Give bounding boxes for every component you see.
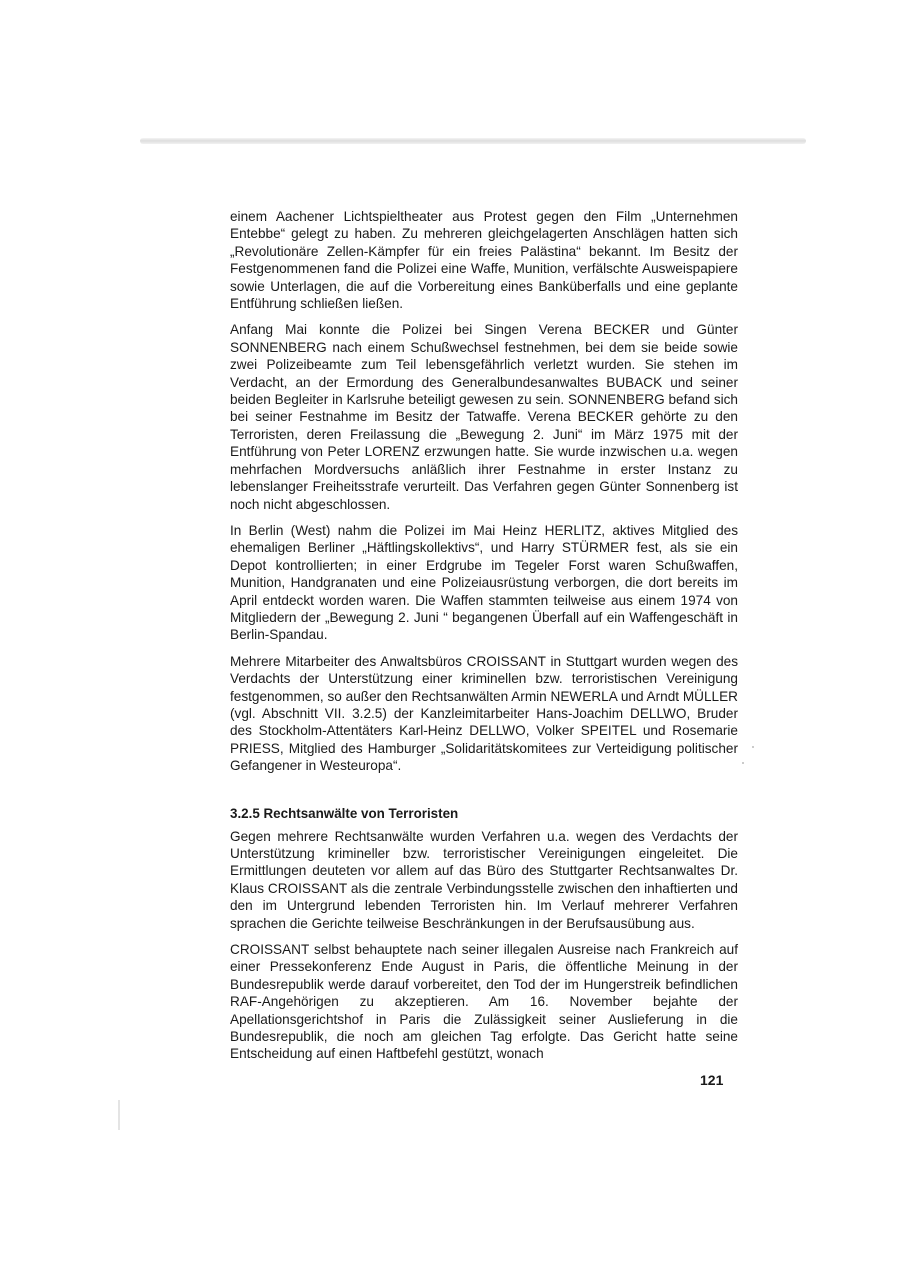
scan-speck xyxy=(752,746,754,748)
paragraph-berlin-depot: In Berlin (West) nahm die Polizei im Mai Heinz HERLITZ, aktives Mitglied des ehemaligen Berliner „Häftlingskollektivs“, und Harry STÜRMER fest, als sie ein Depot kontrollierten; in einer Erdgrube im Tegeler Forst waren Schußwaffen, Munition, Handgranaten und eine Polizeiausrüstung verborgen, die dort bereits im April entdeckt worden waren. Die Waffen stammten teilweise aus einem 1974 von Mitgliedern der „Bewegung 2. Juni “ begangenen Überfall auf ein Waffengeschäft in Berlin-Spandau. xyxy=(230,522,738,643)
scan-speck xyxy=(742,762,744,764)
paragraph-croissant-auslieferung: CROISSANT selbst behauptete nach seiner illegalen Ausreise nach Frankreich auf einer Pressekonferenz Ende August in Paris, die öffentliche Meinung in der Bundesrepublik werde darauf vorbereitet, den Tod der im Hungerstreik befindlichen RAF-Angehörigen zu akzeptieren. Am 16. November bejahte der Apellationsgerichtshof in Paris die Zulässigkeit seiner Auslieferung in die Bundesrepublik, die noch am gleichen Tag erfolgte. Das Gericht hatte seine Entscheidung auf einen Haftbefehl gestützt, wonach xyxy=(230,942,738,1062)
paragraph-verfahren-rechtsanwaelte: Gegen mehrere Rechtsanwälte wurden Verfahren u.a. wegen des Verdachts der Unterstützung krimineller bzw. terroristischer Vereinigungen eingeleitet. Die Ermittlungen deuteten vor allem auf das Büro des Stuttgarter Rechtsanwaltes Dr. Klaus CROISSANT als die zentrale Verbindungsstelle zwischen den inhaftierten und den im Untergrund lebenden Terroristen hin. Im Verlauf mehrerer Verfahren sprachen die Gerichte teilweise Beschränkungen in der Berufsausübung aus. xyxy=(230,828,738,931)
scan-page-edge xyxy=(140,138,806,144)
paragraph-aachener-anschlag: einem Aachener Lichtspieltheater aus Protest gegen den Film „Unternehmen Entebbe“ gelegt zu haben. Zu mehreren gleichgelagerten Anschlägen hatten sich „Revolutionäre Zellen-Kämpfer für ein freies Palästina“ bekannt. Im Besitz der Festgenommenen fand die Polizei eine Waffe, Munition, verfälschte Ausweispapiere sowie Unterlagen, die auf die Vorbereitung eines Banküberfalls und eine geplante Entführung schließen ließen. xyxy=(230,209,738,312)
page-body xyxy=(230,208,738,1072)
page-number: 121 xyxy=(700,1072,724,1088)
scan-shadow xyxy=(118,1100,120,1130)
paragraph-anwaltsbuero-croissant: Mehrere Mitarbeiter des Anwaltsbüros CROISSANT in Stuttgart wurden wegen des Verdachts der Unterstützung einer kriminellen bzw. terroristischen Vereinigung festgenommen, so außer den Rechtsanwälten Armin NEWERLA und Arndt MÜLLER (vgl. Abschnitt VII. 3.2.5) der Kanzleimitarbeiter Hans-Joachim DELLWO, Bruder des Stockholm-Attentäters Karl-Heinz DELLWO, Volker SPEITEL und Rosemarie PRIESS, Mitglied des Hamburger „Solidaritätskomitees zur Verteidigung politischer Gefangener in Westeuropa“. xyxy=(230,653,738,774)
section-heading: 3.2.5 Rechtsanwälte von Terroristen xyxy=(230,805,459,821)
paragraph-becker-sonnenberg: Anfang Mai konnte die Polizei bei Singen Verena BECKER und Günter SONNENBERG nach einem Schußwechsel festnehmen, bei dem sie beide sowie zwei Polizeibeamte zum Teil lebensgefährlich verletzt wurden. Sie stehen im Verdacht, an der Ermordung des Generalbundesanwaltes BUBACK und seiner beiden Begleiter in Karlsruhe beteiligt gewesen zu sein. SONNENBERG befand sich bei seiner Festnahme im Besitz der Tatwaffe. Verena BECKER gehörte zu den Terroristen, deren Freilassung die „Bewegung 2. Juni“ im März 1975 mit der Entführung von Peter LORENZ erzwungen hatte. Sie wurde inzwischen u.a. wegen mehrfachen Mordversuchs anläßlich ihrer Festnahme in erster Instanz zu lebenslanger Freiheitsstrafe verurteilt. Das Verfahren gegen Günter Sonnenberg ist noch nicht abgeschlossen. xyxy=(230,322,738,512)
